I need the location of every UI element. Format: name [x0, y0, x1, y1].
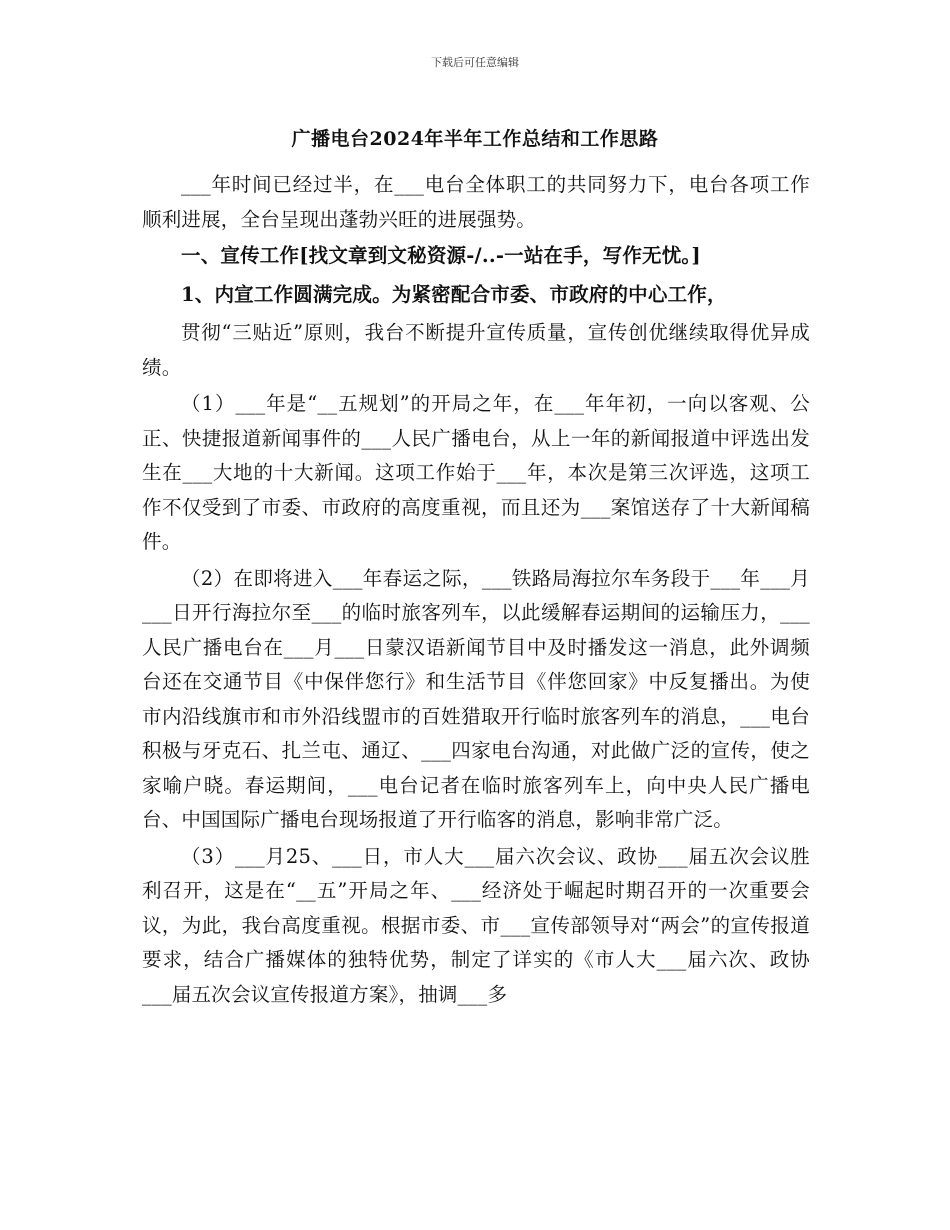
header-note: 下载后可任意编辑: [431, 56, 519, 69]
document-body: [142, 168, 810, 1014]
document-title: 广播电台2024年半年工作总结和工作思路: [291, 128, 659, 150]
paragraph-item-3: （3）___月25、___日，市人大___届六次会议、政协___届五次会议胜利召开，这是在“__五”开局之年、___经济处于崛起时期召开的一次重要会议，为此，我台高度重视。根据市委、市___宣传部领导对“两会”的宣传报道要求，结合广播媒体的独特优势，制定了详实的《市人大___届六次、政协___届五次会议宣传报道方案》，抽调___多: [142, 844, 810, 1006]
paragraph-item-1: （1）___年是“__五规划”的开局之年，在___年年初，一向以客观、公正、快捷报道新闻事件的___人民广播电台，从上一年的新闻报道中评选出发生在___大地的十大新闻。这项工作始于___年，本次是第三次评选，这项工作不仅受到了市委、市政府的高度重视，而且还为___案馆送存了十大新闻稿件。: [142, 392, 810, 553]
paragraph-principle: 贯彻“三贴近”原则，我台不断提升宣传质量，宣传创优继续取得优异成绩。: [142, 321, 810, 379]
section-heading-publicity: 一、宣传工作[找文章到文秘资源-/..-一站在手，写作无忧。]: [181, 244, 701, 267]
paragraph-intro: ___年时间已经过半，在___电台全体职工的共同努力下，电台各项工作顺利进展，全台呈现出蓬勃兴旺的进展强势。: [142, 173, 810, 231]
paragraph-item-2: （2）在即将进入___年春运之际，___铁路局海拉尔车务段于___年___月___日开行海拉尔至___的临时旅客列车，以此缓解春运期间的运输压力，___人民广播电台在___月___日蒙汉语新闻节目中及时播发这一消息，此外调频台还在交通节目《中保伴您行》和生活节目《伴您回家》中反复播出。为使市内沿线旗市和市外沿线盟市的百姓猎取开行临时旅客列车的消息，___电台积极与牙克石、扎兰屯、通辽、___四家电台沟通，对此做广泛的宣传，使之家喻户晓。春运期间，___电台记者在临时旅客列车上，向中央人民广播电台、中国国际广播电台现场报道了开行临客的消息，影响非常广泛。: [142, 566, 810, 831]
subsection-heading-internal: 1、内宣工作圆满完成。为紧密配合市委、市政府的中心工作，: [181, 282, 727, 306]
